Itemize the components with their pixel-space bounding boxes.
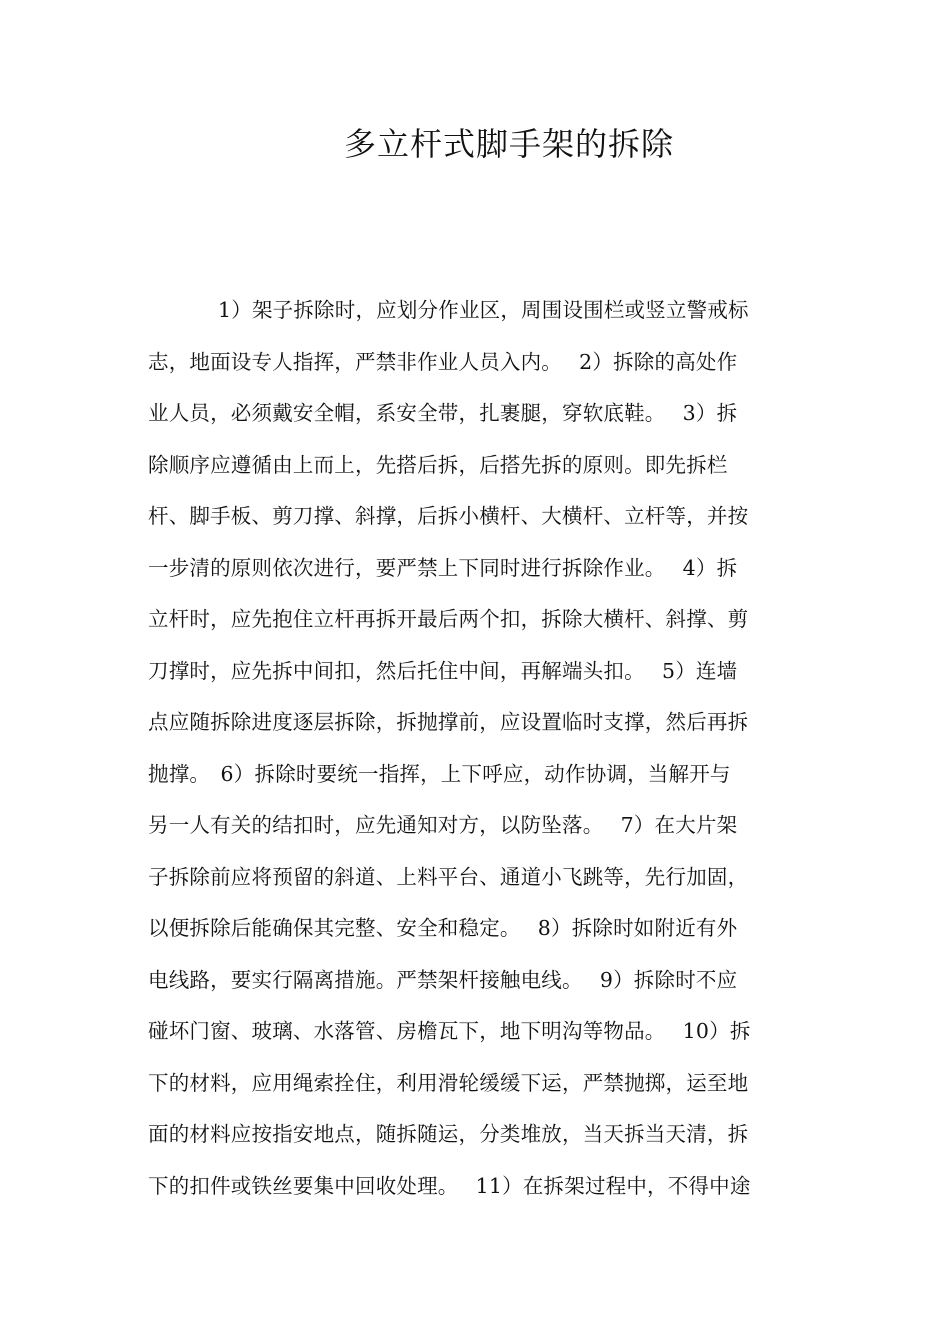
body-line: 碰坏门窗、玻璃、水落管、房檐瓦下，地下明沟等物品。 10）拆 — [148, 1019, 751, 1043]
body-line: 志，地面设专人指挥，严禁非作业人员入内。 2）拆除的高处作 — [148, 349, 738, 374]
body-line: 电线路，要实行隔离措施。严禁架杆接触电线。 9）拆除时不应 — [148, 967, 738, 992]
body-line: 一步清的原则依次进行，要严禁上下同时进行拆除作业。 4）拆 — [148, 555, 738, 580]
body-line: 下的材料，应用绳索拴住，利用滑轮缓缓下运，严禁抛掷，运至地 — [148, 1070, 749, 1095]
body-line: 抛撑。 6）拆除时要统一指挥，上下呼应，动作协调，当解开与 — [148, 761, 731, 786]
document-body — [148, 288, 808, 1215]
body-line: 刀撑时，应先拆中间扣，然后托住中间，再解端头扣。 5）连墙 — [148, 658, 738, 683]
body-line: 立杆时，应先抱住立杆再拆开最后两个扣，拆除大横杆、斜撑、剪 — [148, 607, 749, 631]
body-line: 杆、脚手板、剪刀撑、斜撑，后拆小横杆、大横杆、立杆等，并按 — [148, 504, 749, 528]
body-line: 面的材料应按指安地点，随拆随运，分类堆放，当天拆当天清，拆 — [148, 1122, 749, 1146]
body-line: 业人员，必须戴安全帽，系安全带，扎裹腿，穿软底鞋。 3）拆 — [148, 401, 738, 425]
body-line: 以便拆除后能确保其完整、安全和稳定。 8）拆除时如附近有外 — [148, 916, 738, 940]
body-line: 1）架子拆除时，应划分作业区，周围设围栏或竖立警戒标 — [218, 298, 749, 322]
body-line: 点应随拆除进度逐层拆除，拆抛撑前，应设置临时支撑，然后再拆 — [148, 710, 749, 734]
body-line: 除顺序应遵循由上而上，先搭后拆，后搭先拆的原则。即先拆栏 — [148, 452, 728, 477]
body-line: 另一人有关的结扣时，应先通知对方，以防坠落。 7）在大片架 — [148, 813, 738, 837]
body-line: 下的扣件或铁丝要集中回收处理。 11）在拆架过程中，不得中途 — [148, 1173, 751, 1198]
document-title: 多立杆式脚手架的拆除 — [343, 125, 674, 163]
body-line: 子拆除前应将预留的斜道、上料平台、通道小飞跳等，先行加固， — [148, 864, 749, 889]
